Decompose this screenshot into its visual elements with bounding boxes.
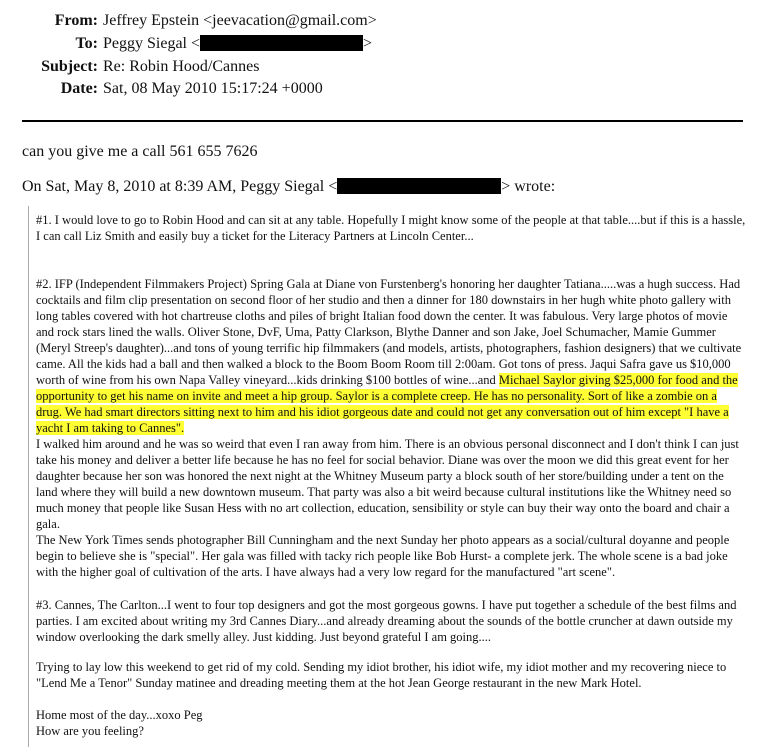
attribution-prefix: On Sat, May 8, 2010 at 8:39 AM, Peggy Siegal < xyxy=(22,178,338,195)
quote-paragraph-4: Trying to lay low this weekend to get rid of my cold. Sending my idiot brother, his idiot wife, my idiot mother and my recovering niece to "Lend Me a Tenor" Sunday matinee and dreading meeting them at the hot Jean George restaurant in the new Mark Hotel. xyxy=(36,660,727,690)
quote-signoff xyxy=(36,707,746,739)
quote-paragraph-2 xyxy=(36,276,746,580)
redaction-block xyxy=(337,178,501,194)
to-value-suffix: > xyxy=(363,35,373,52)
signoff-line: Home most of the day...xoxo Peg xyxy=(36,708,203,722)
subject-label: Subject: xyxy=(41,58,98,75)
date-label: Date: xyxy=(60,80,98,97)
quote-paragraph-2-closing: The New York Times sends photographer Bill Cunningham and the next Sunday her photo appears as a social/cultural doyanne and people begin to believe she is "special". Her gala was filled with tacky rich people like Bob Hurst- a complete jerk. The whole scene is a bad joke with the higher goal of cultivation of the arts. I have always had a very low regard for the manufactured "art scene". xyxy=(36,533,730,579)
quote-paragraph-2-text: #2. IFP (Independent Filmmakers Project) Spring Gala at Diane von Furstenberg's honoring her daughter Tatiana.....was a hugh success. Had cocktails and film clip presentation on second floor of her studio and then a dinner for 180 downstairs in her hugh white photo gallery with long tables covered with hot chartreuse cloths and piles of bright Italian food down the center. It was fabulous. Very large photos of movie and rock stars lined the walls. Oliver Stone, DvF, Uma, Patty Clarkson, Blythe Danner and son Jake, Joel Schumacher, Mamie Gummer (Meryl Streep's daughter)...and tons of young terrific hip filmmakers (and models, artists, photographers, fashion designers) that we cultivate came. All the kids had a ball and then walked a block to the Boom Boom Room till 2:00am. Got tons of press. Jaqui Safra gave us $10,000 worth of wine from his own Napa Valley vineyard...kids drinking $100 bottles of wine...and xyxy=(36,277,742,387)
quote-paragraph-3: #3. Cannes, The Carlton...I went to four top designers and got the most gorgeous gowns. I have put together a schedule of the best films and parties. I am excited about writing my 3rd Cannes Diary...and already dreaming about the sounds of the bottle cruncher at dawn outside my window overlooking the dark smelly alley. Just kidding. Just beyond grateful I am going.... xyxy=(36,598,737,644)
to-label: To: xyxy=(75,35,98,52)
signoff-question: How are you feeling? xyxy=(36,724,144,738)
highlighted-passage: Michael Saylor giving $25,000 for food and the opportunity to get his name on invite and meet a hip group. Saylor is a complete creep. He has no personality. Sort of like a zombie on a drug. We had smart directors sitting next to him and his idiot gorgeous date and could not get any conversation out of him except "I have a yacht I am taking to Cannes". xyxy=(36,373,738,435)
attribution-suffix: > wrote: xyxy=(501,178,556,195)
to-value-prefix: Peggy Siegal < xyxy=(103,35,201,52)
subject-value: Re: Robin Hood/Cannes xyxy=(103,58,260,75)
reply-text: can you give me a call 561 655 7626 xyxy=(22,143,258,160)
redaction-block xyxy=(200,35,363,51)
to-value xyxy=(103,35,372,53)
quote-paragraph-1: #1. I would love to go to Robin Hood and can sit at any table. Hopefully I might know some of the people at that table....but if this is a hassle, I can call Liz Smith and easily buy a ticket for the Literacy Partners at Lincoln Center... xyxy=(36,213,746,243)
date-value: Sat, 08 May 2010 15:17:24 +0000 xyxy=(103,80,323,97)
from-value: Jeffrey Epstein <jeevacation@gmail.com> xyxy=(103,12,377,29)
from-label: From: xyxy=(54,12,98,29)
header-divider xyxy=(22,120,743,122)
quote-attribution xyxy=(22,178,555,196)
quote-paragraph-2-continued: I walked him around and he was so weird that even I ran away from him. There is an obvious personal disconnect and I don't think I can just take his money and deliver a better life because he has no feel for social behavior. Diane was over the moon we did this great event for her daughter because her son was honored the next night at the Whitney Museum party a block south of her store/building under a tent on the land where they will build a new downtown museum. That party was also a bit weird because cultural institutions like the Whitney need so much money that people like Susan Hess with no art collection, education, sensibility or style can buy their way onto the board and chair a gala. xyxy=(36,437,739,531)
